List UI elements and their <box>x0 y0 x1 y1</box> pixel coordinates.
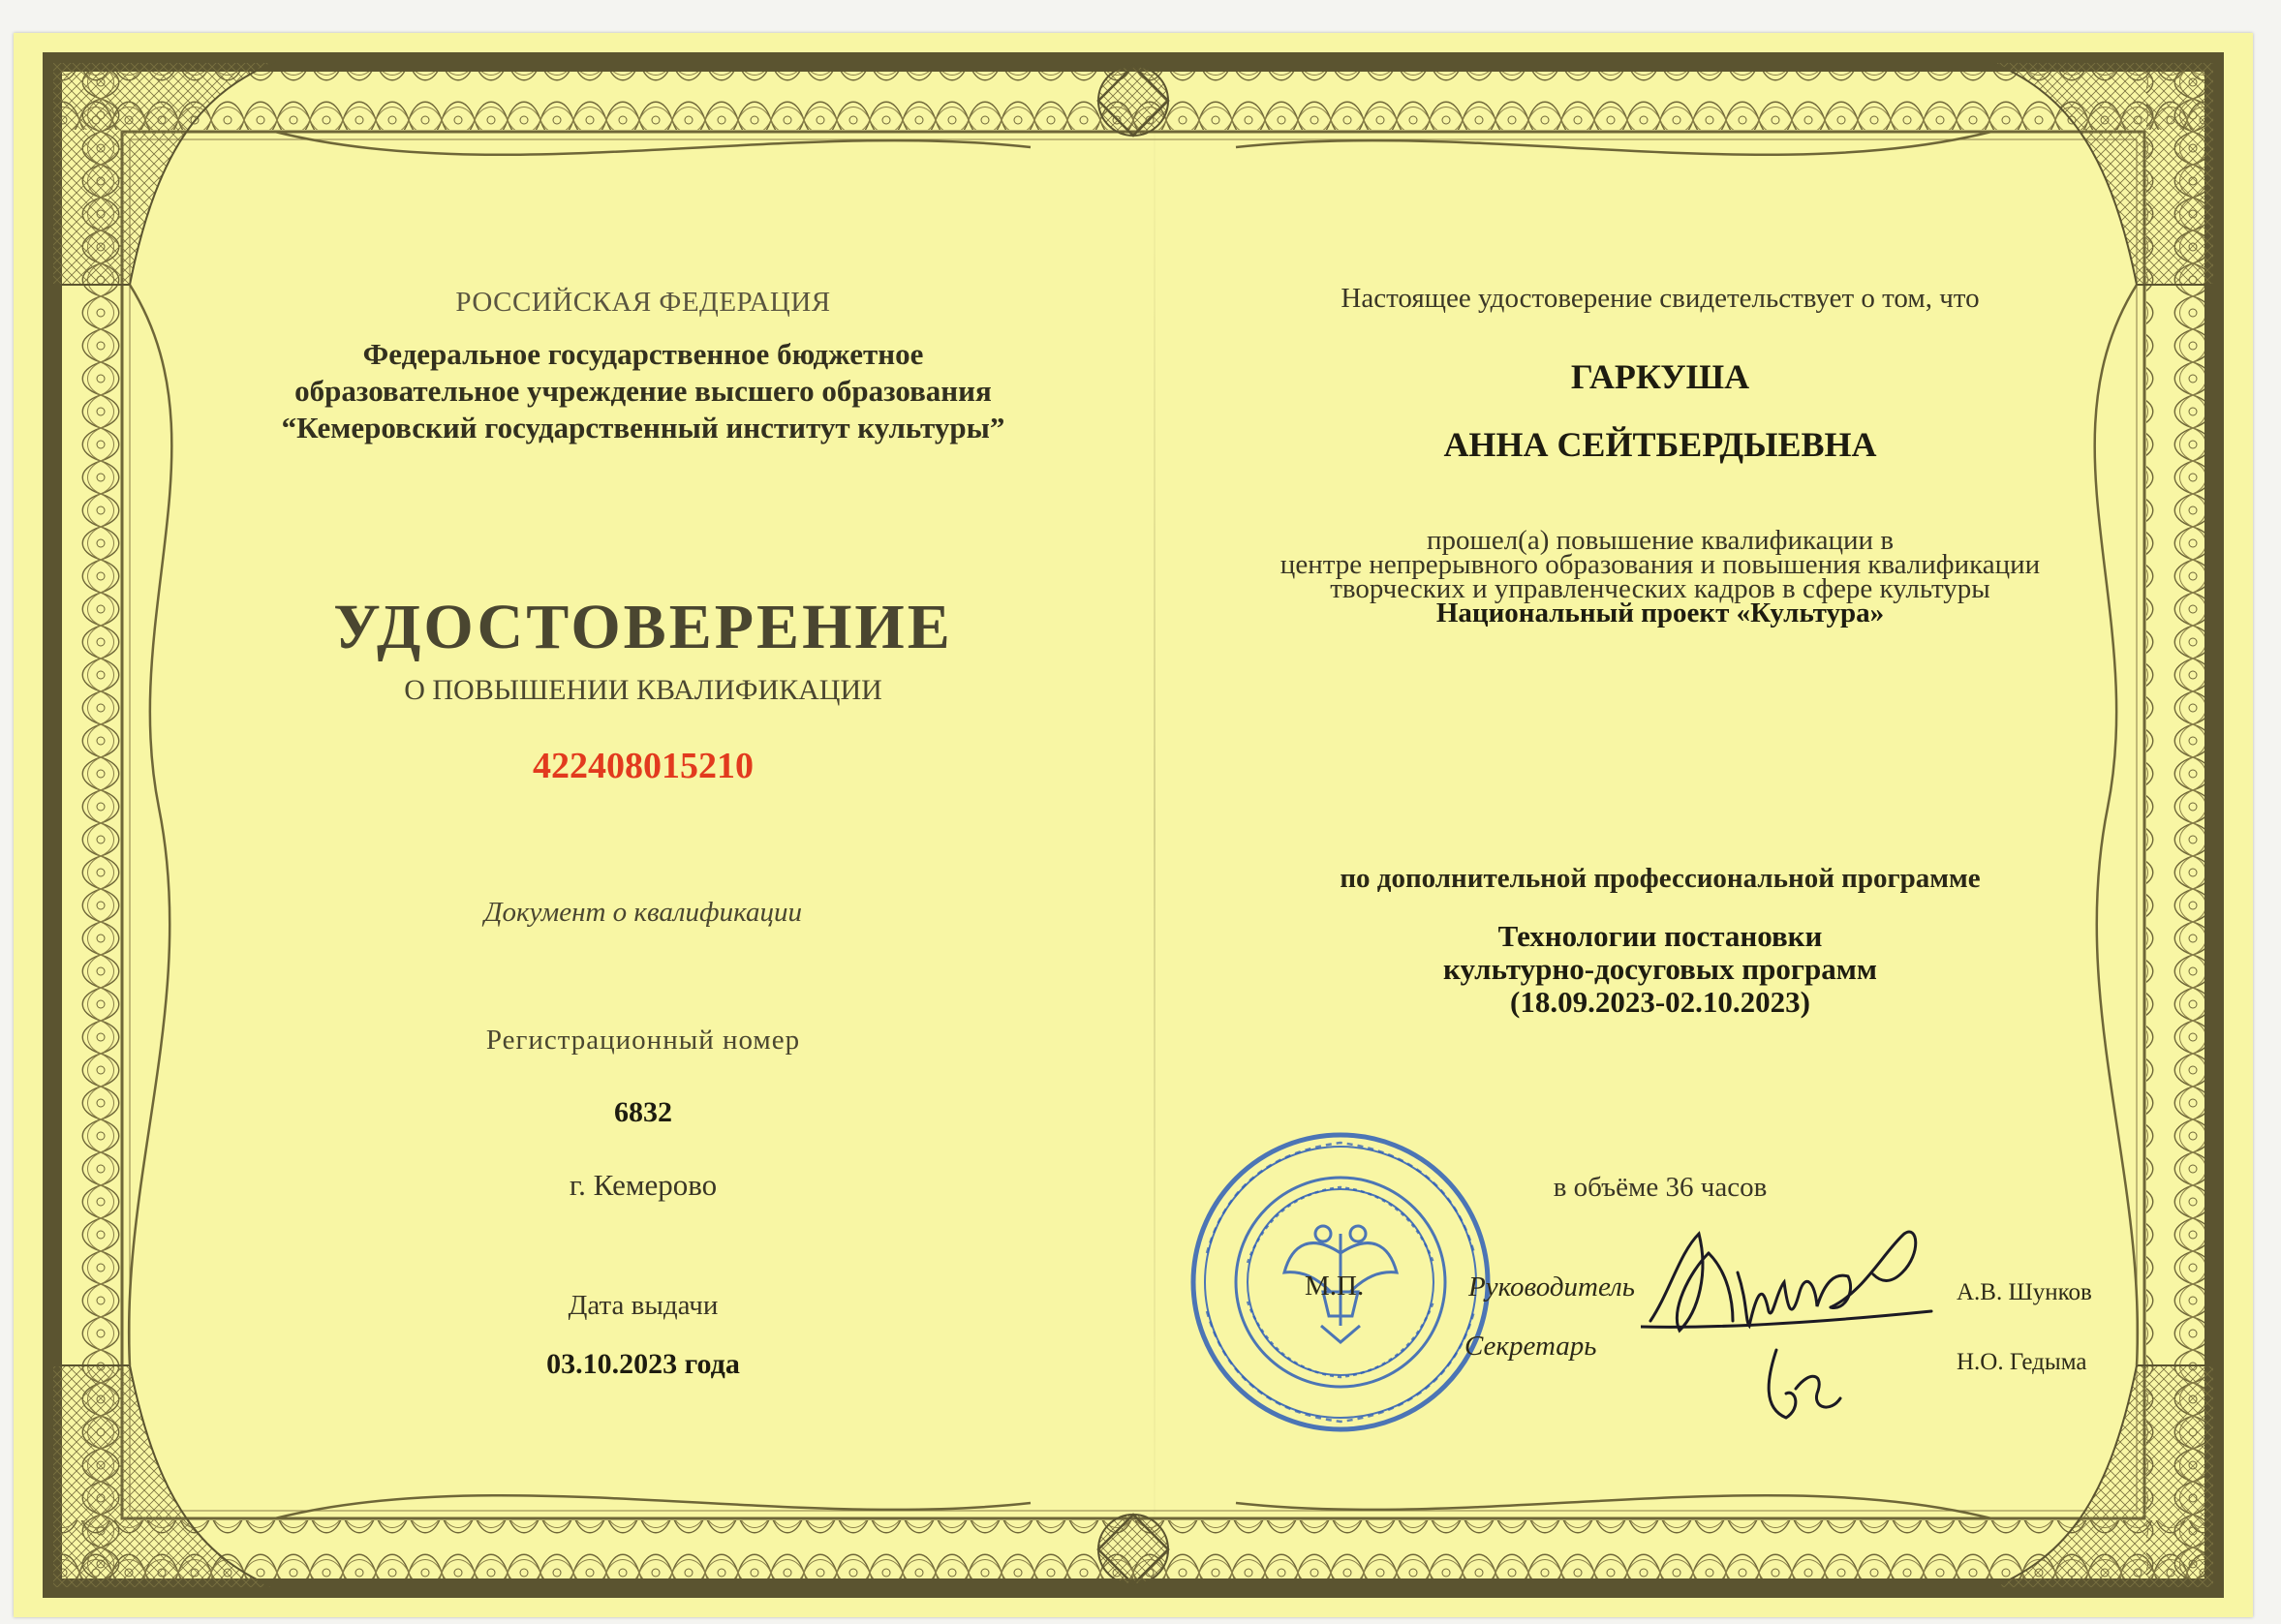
document-type: Документ о квалификации <box>484 897 802 928</box>
document-subtitle: О ПОВЫШЕНИИ КВАЛИФИКАЦИИ <box>404 674 882 706</box>
organization-line-1: Федеральное государственное бюджетное <box>362 337 924 371</box>
training-line-3: творческих и управленческих кадров в сфере культуры <box>1330 573 1990 604</box>
center-fold <box>1154 62 1156 1592</box>
training-description <box>1176 525 2144 628</box>
program-title <box>1176 920 2144 1019</box>
certification-intro: Настоящее удостоверение свидетельствует о том, что <box>1341 283 1980 314</box>
signatory-name-secretary: Н.О. Гедыма <box>1957 1349 2087 1375</box>
organization-line-2: образовательное учреждение высшего образования <box>294 374 992 408</box>
training-line-1: прошел(а) повышение квалификации в <box>1426 525 1895 556</box>
program-dates: (18.09.2023-02.10.2023) <box>1510 985 1810 1019</box>
holder-surname: ГАРКУША <box>1570 357 1750 396</box>
country-name: РОССИЙСКАЯ ФЕДЕРАЦИЯ <box>455 287 831 318</box>
serial-number: 422408015210 <box>533 746 754 786</box>
certificate-sheet <box>14 33 2253 1617</box>
program-intro: по дополнительной профессиональной программе <box>1340 863 1981 894</box>
national-project: Национальный проект «Культура» <box>1435 598 1885 628</box>
signatory-name-director: А.В. Шунков <box>1957 1279 2092 1305</box>
document-title: УДОСТОВЕРЕНИЕ <box>333 592 953 662</box>
signatory-role-secretary: Секретарь <box>1464 1331 1597 1362</box>
registration-number: 6832 <box>614 1096 672 1128</box>
handwritten-signatures <box>1641 1214 1951 1437</box>
program-line-1: Технологии постановки <box>1497 919 1823 953</box>
organization-line-3: “Кемеровский государственный институт культуры” <box>281 411 1005 444</box>
issue-city: г. Кемерово <box>569 1168 718 1202</box>
issue-date: 03.10.2023 года <box>546 1348 740 1380</box>
program-volume: в объёме 36 часов <box>1553 1172 1768 1203</box>
seal-mark: М.П. <box>1305 1271 1365 1302</box>
organization-name <box>188 336 1098 446</box>
issue-date-label: Дата выдачи <box>568 1290 719 1321</box>
registration-label: Регистрационный номер <box>485 1025 801 1056</box>
holder-given-names: АННА СЕЙТБЕРДЫЕВНА <box>1443 425 1877 464</box>
signatory-role-director: Руководитель <box>1468 1272 1635 1302</box>
training-line-2: центре непрерывного образования и повышения квалификации <box>1279 549 2041 580</box>
program-line-2: культурно-досуговых программ <box>1443 952 1877 986</box>
